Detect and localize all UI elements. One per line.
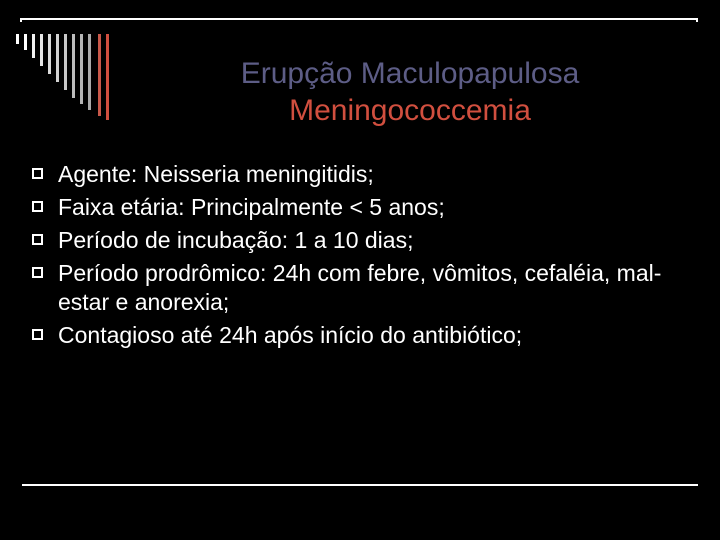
decorative-bar	[80, 34, 83, 104]
frame-top-line	[20, 18, 698, 20]
frame-left-tick	[20, 18, 22, 22]
bullet-item	[32, 321, 692, 350]
bullet-item	[32, 259, 692, 317]
bullet-text: Período prodrômico: 24h com febre, vômitos, cefaléia, mal-estar e anorexia;	[58, 260, 662, 315]
decorative-bar	[48, 34, 51, 74]
decorative-bar	[56, 34, 59, 82]
slide-title	[130, 55, 690, 129]
decorative-bar	[64, 34, 67, 90]
title-line-1: Erupção Maculopapulosa	[240, 57, 580, 90]
decorative-bar	[32, 34, 35, 58]
decorative-bar	[88, 34, 91, 110]
bullet-text: Período de incubação: 1 a 10 dias;	[58, 227, 414, 253]
decorative-bar	[98, 34, 101, 116]
title-line-2: Meningococcemia	[289, 94, 531, 127]
decorative-bar	[16, 34, 19, 44]
bullet-text: Agente: Neisseria meningitidis;	[58, 161, 374, 187]
decorative-bar	[40, 34, 43, 66]
square-bullet-icon	[32, 168, 43, 179]
bullet-list	[32, 160, 692, 350]
square-bullet-icon	[32, 329, 43, 340]
decorative-bar	[24, 34, 27, 50]
decorative-bar	[72, 34, 75, 98]
decorative-bar	[106, 34, 109, 120]
bullet-text: Contagioso até 24h após início do antibiótico;	[58, 322, 523, 348]
square-bullet-icon	[32, 201, 43, 212]
bullet-item	[32, 226, 692, 255]
bullet-item	[32, 193, 692, 222]
bottom-rule	[22, 484, 698, 486]
bullet-text: Faixa etária: Principalmente < 5 anos;	[58, 194, 445, 220]
square-bullet-icon	[32, 234, 43, 245]
frame-right-tick	[696, 18, 698, 22]
bullet-item	[32, 160, 692, 189]
square-bullet-icon	[32, 267, 43, 278]
